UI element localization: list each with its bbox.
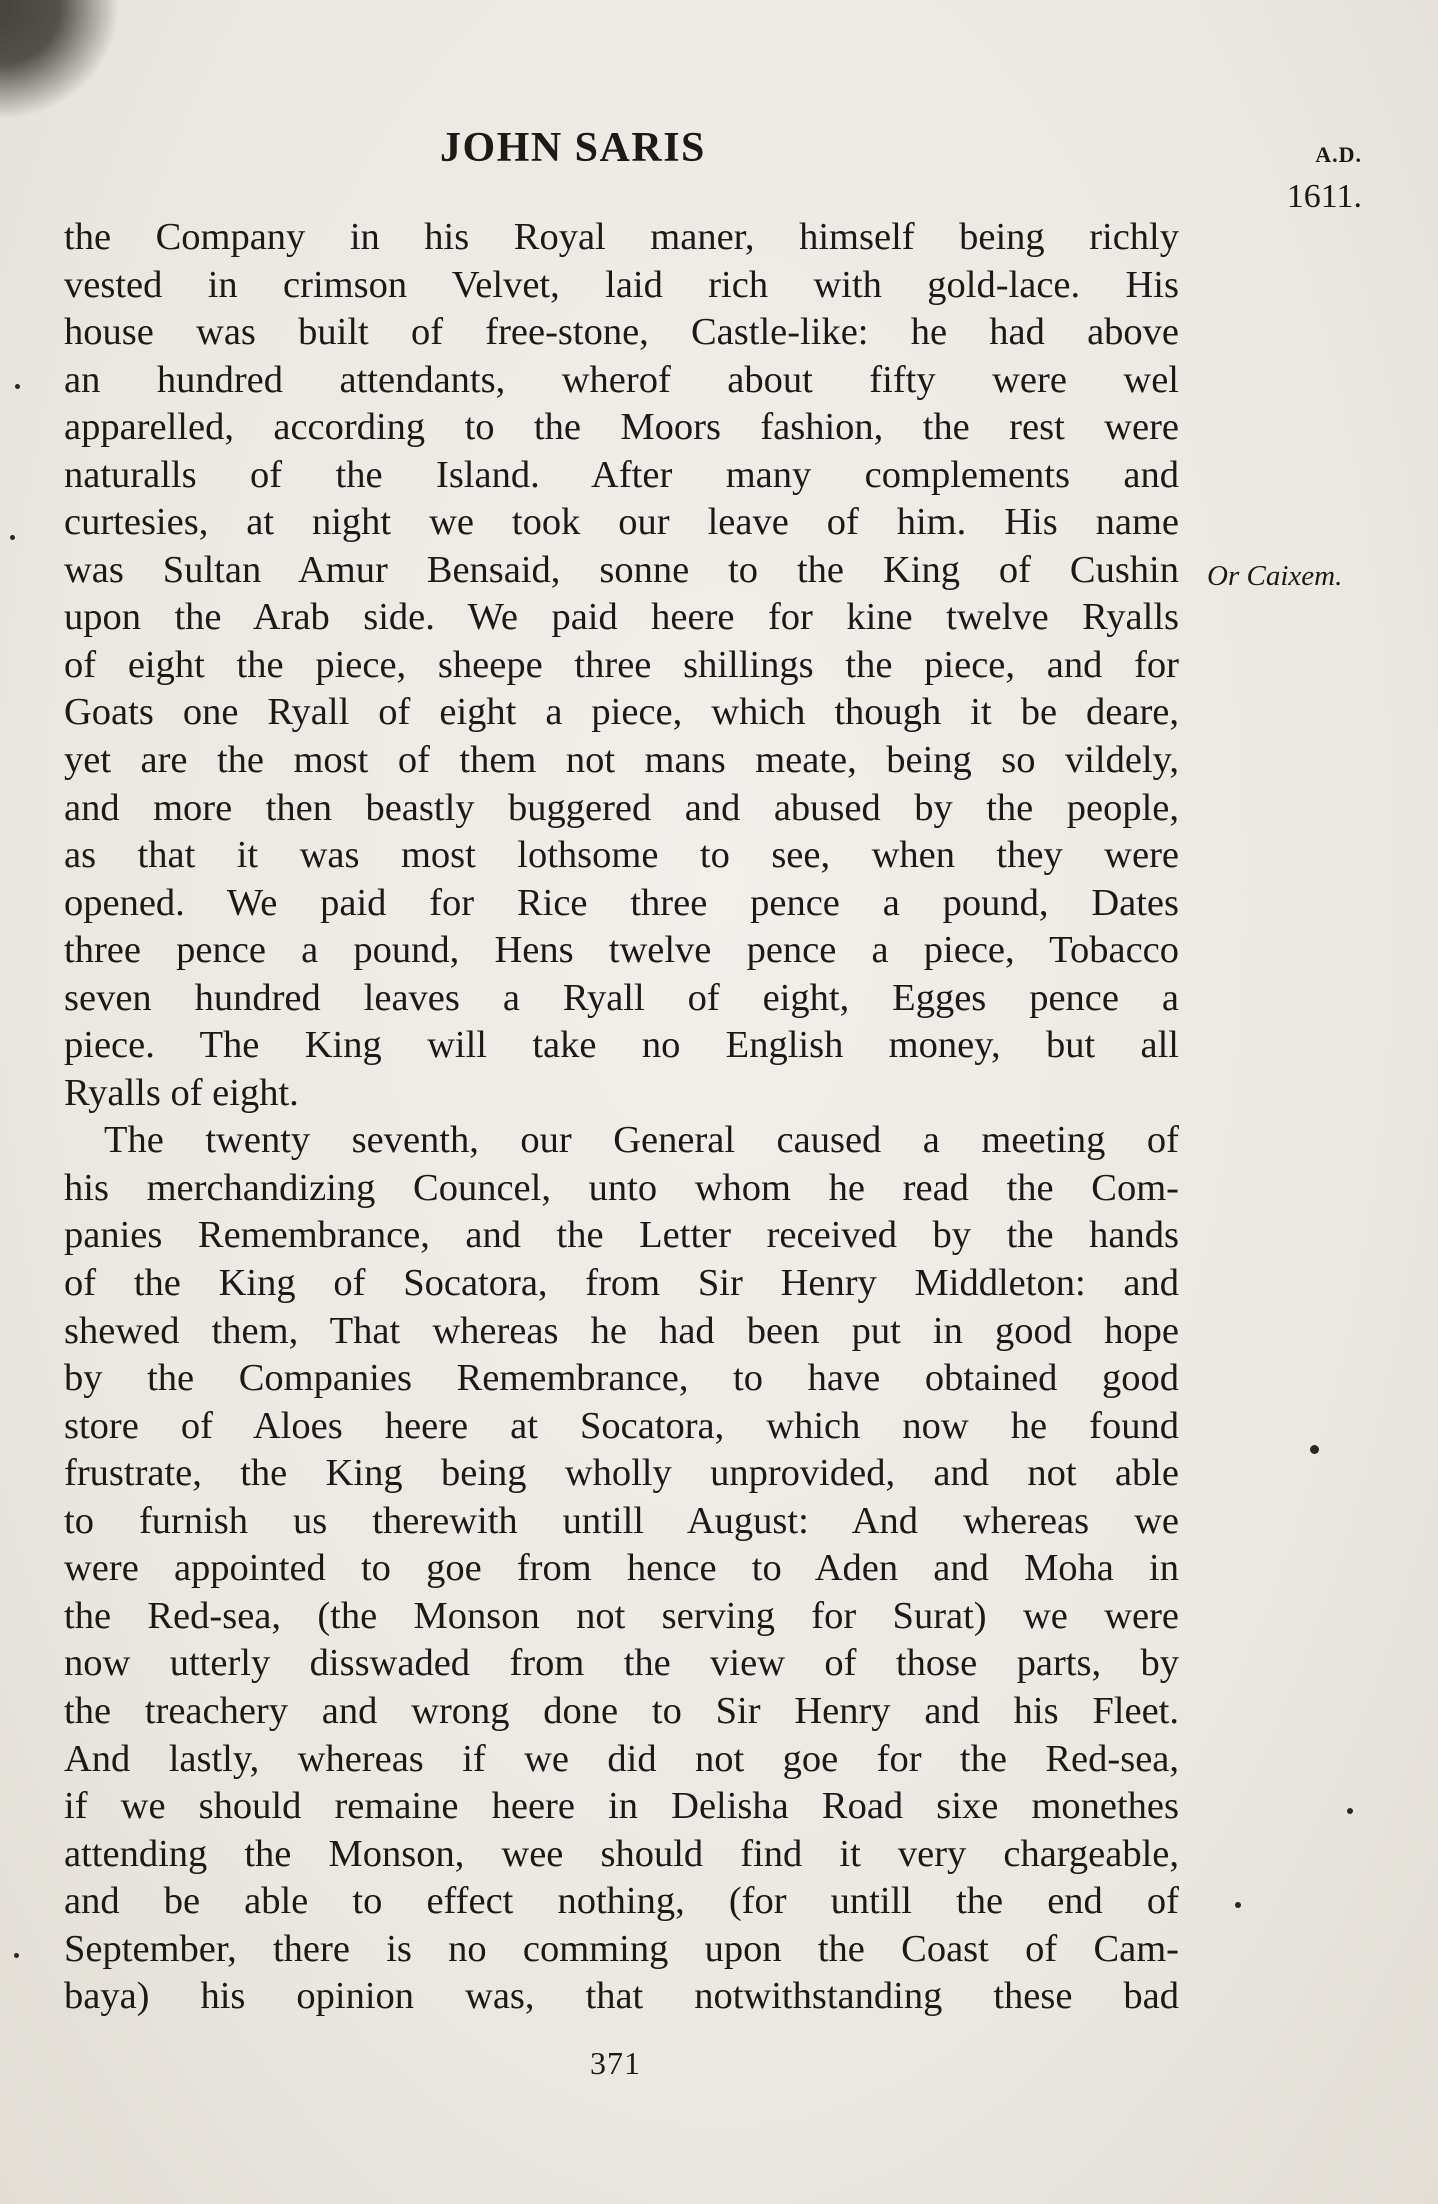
ink-speck [1235,1902,1241,1908]
body-text [64,214,1179,2021]
text-line: the Company in his Royal maner, himself being richly [64,216,1179,258]
text-line: Ryalls of eight. [64,1071,299,1114]
text-line: an hundred attendants, wherof about fifty were wel [64,358,1179,401]
text-line: by the Companies Remembrance, to have obtained good [64,1357,1179,1400]
running-head: JOHN SARIS [440,125,706,171]
text-line: of eight the piece, sheepe three shillings the piece, and for [64,643,1179,686]
margin-date [1262,134,1362,218]
text-line: were appointed to goe from hence to Aden and Moha in [64,1547,1179,1590]
text-line: seven hundred leaves a Ryall of eight, Egges pence a [64,976,1179,1019]
text-line: opened. We paid for Rice three pence a pound, Dates [64,881,1179,924]
text-line: now utterly disswaded from the view of those parts, by [64,1642,1179,1685]
binding-shadow [0,0,120,120]
text-line: house was built of free-stone, Castle-like: he had above [64,311,1179,354]
text-line: upon the Arab side. We paid heere for kine twelve Ryalls [64,596,1179,639]
text-line: three pence a pound, Hens twelve pence a piece, Tobacco [64,929,1179,972]
text-line: And lastly, whereas if we did not goe for the Red-sea, [64,1737,1179,1780]
text-line: frustrate, the King being wholly unprovided, and not able [64,1452,1179,1495]
text-line: piece. The King will take no English money, but all [64,1024,1179,1067]
text-line: shewed them, That whereas he had been put in good hope [64,1309,1179,1352]
margin-date-era: A.D. [1315,142,1362,167]
text-line: if we should remaine heere in Delisha Road sixe monethes [64,1785,1179,1828]
text-line: and more then beastly buggered and abused by the people, [64,786,1179,829]
text-line: yet are the most of them not mans meate, being so vildely, [64,739,1179,782]
text-line: of the King of Socatora, from Sir Henry Middleton: and [64,1262,1179,1305]
text-line: The twenty seventh, our General caused a meeting of [104,1119,1179,1162]
text-line: and be able to effect nothing, (for untill the end of [64,1880,1179,1923]
margin-date-year: 1611. [1286,178,1362,215]
text-line: attending the Monson, wee should find it very chargeable, [64,1832,1179,1875]
text-line: vested in crimson Velvet, laid rich with gold-lace. His [64,263,1179,306]
page-number: 371 [590,2045,641,2081]
ink-speck [1347,1808,1353,1814]
ink-speck [10,535,15,540]
ink-speck [1310,1445,1319,1454]
text-line: the Red-sea, (the Monson not serving for Surat) we were [64,1594,1179,1637]
text-line: his merchandizing Councel, unto whom he read the Com- [64,1166,1179,1209]
text-line: store of Aloes heere at Socatora, which now he found [64,1404,1179,1447]
text-line: baya) his opinion was, that notwithstanding these bad [64,1975,1179,2018]
text-line: September, there is no comming upon the Coast of Cam- [64,1927,1179,1970]
text-line: as that it was most lothsome to see, when they were [64,834,1179,877]
text-line: curtesies, at night we took our leave of him. His name [64,501,1179,544]
text-line: was Sultan Amur Bensaid, sonne to the King of Cushin [64,548,1179,591]
text-line: naturalls of the Island. After many complements and [64,453,1179,496]
margin-note: Or Caixem. [1207,560,1343,592]
text-line: apparelled, according to the Moors fashion, the rest were [64,406,1179,449]
text-line: Goats one Ryall of eight a piece, which though it be deare, [64,691,1179,734]
text-line: the treachery and wrong done to Sir Henry and his Fleet. [64,1689,1179,1732]
text-line: panies Remembrance, and the Letter received by the hands [64,1214,1179,1257]
text-line: to furnish us therewith untill August: And whereas we [64,1499,1179,1542]
ink-speck [14,1953,19,1958]
ink-speck [15,384,20,389]
